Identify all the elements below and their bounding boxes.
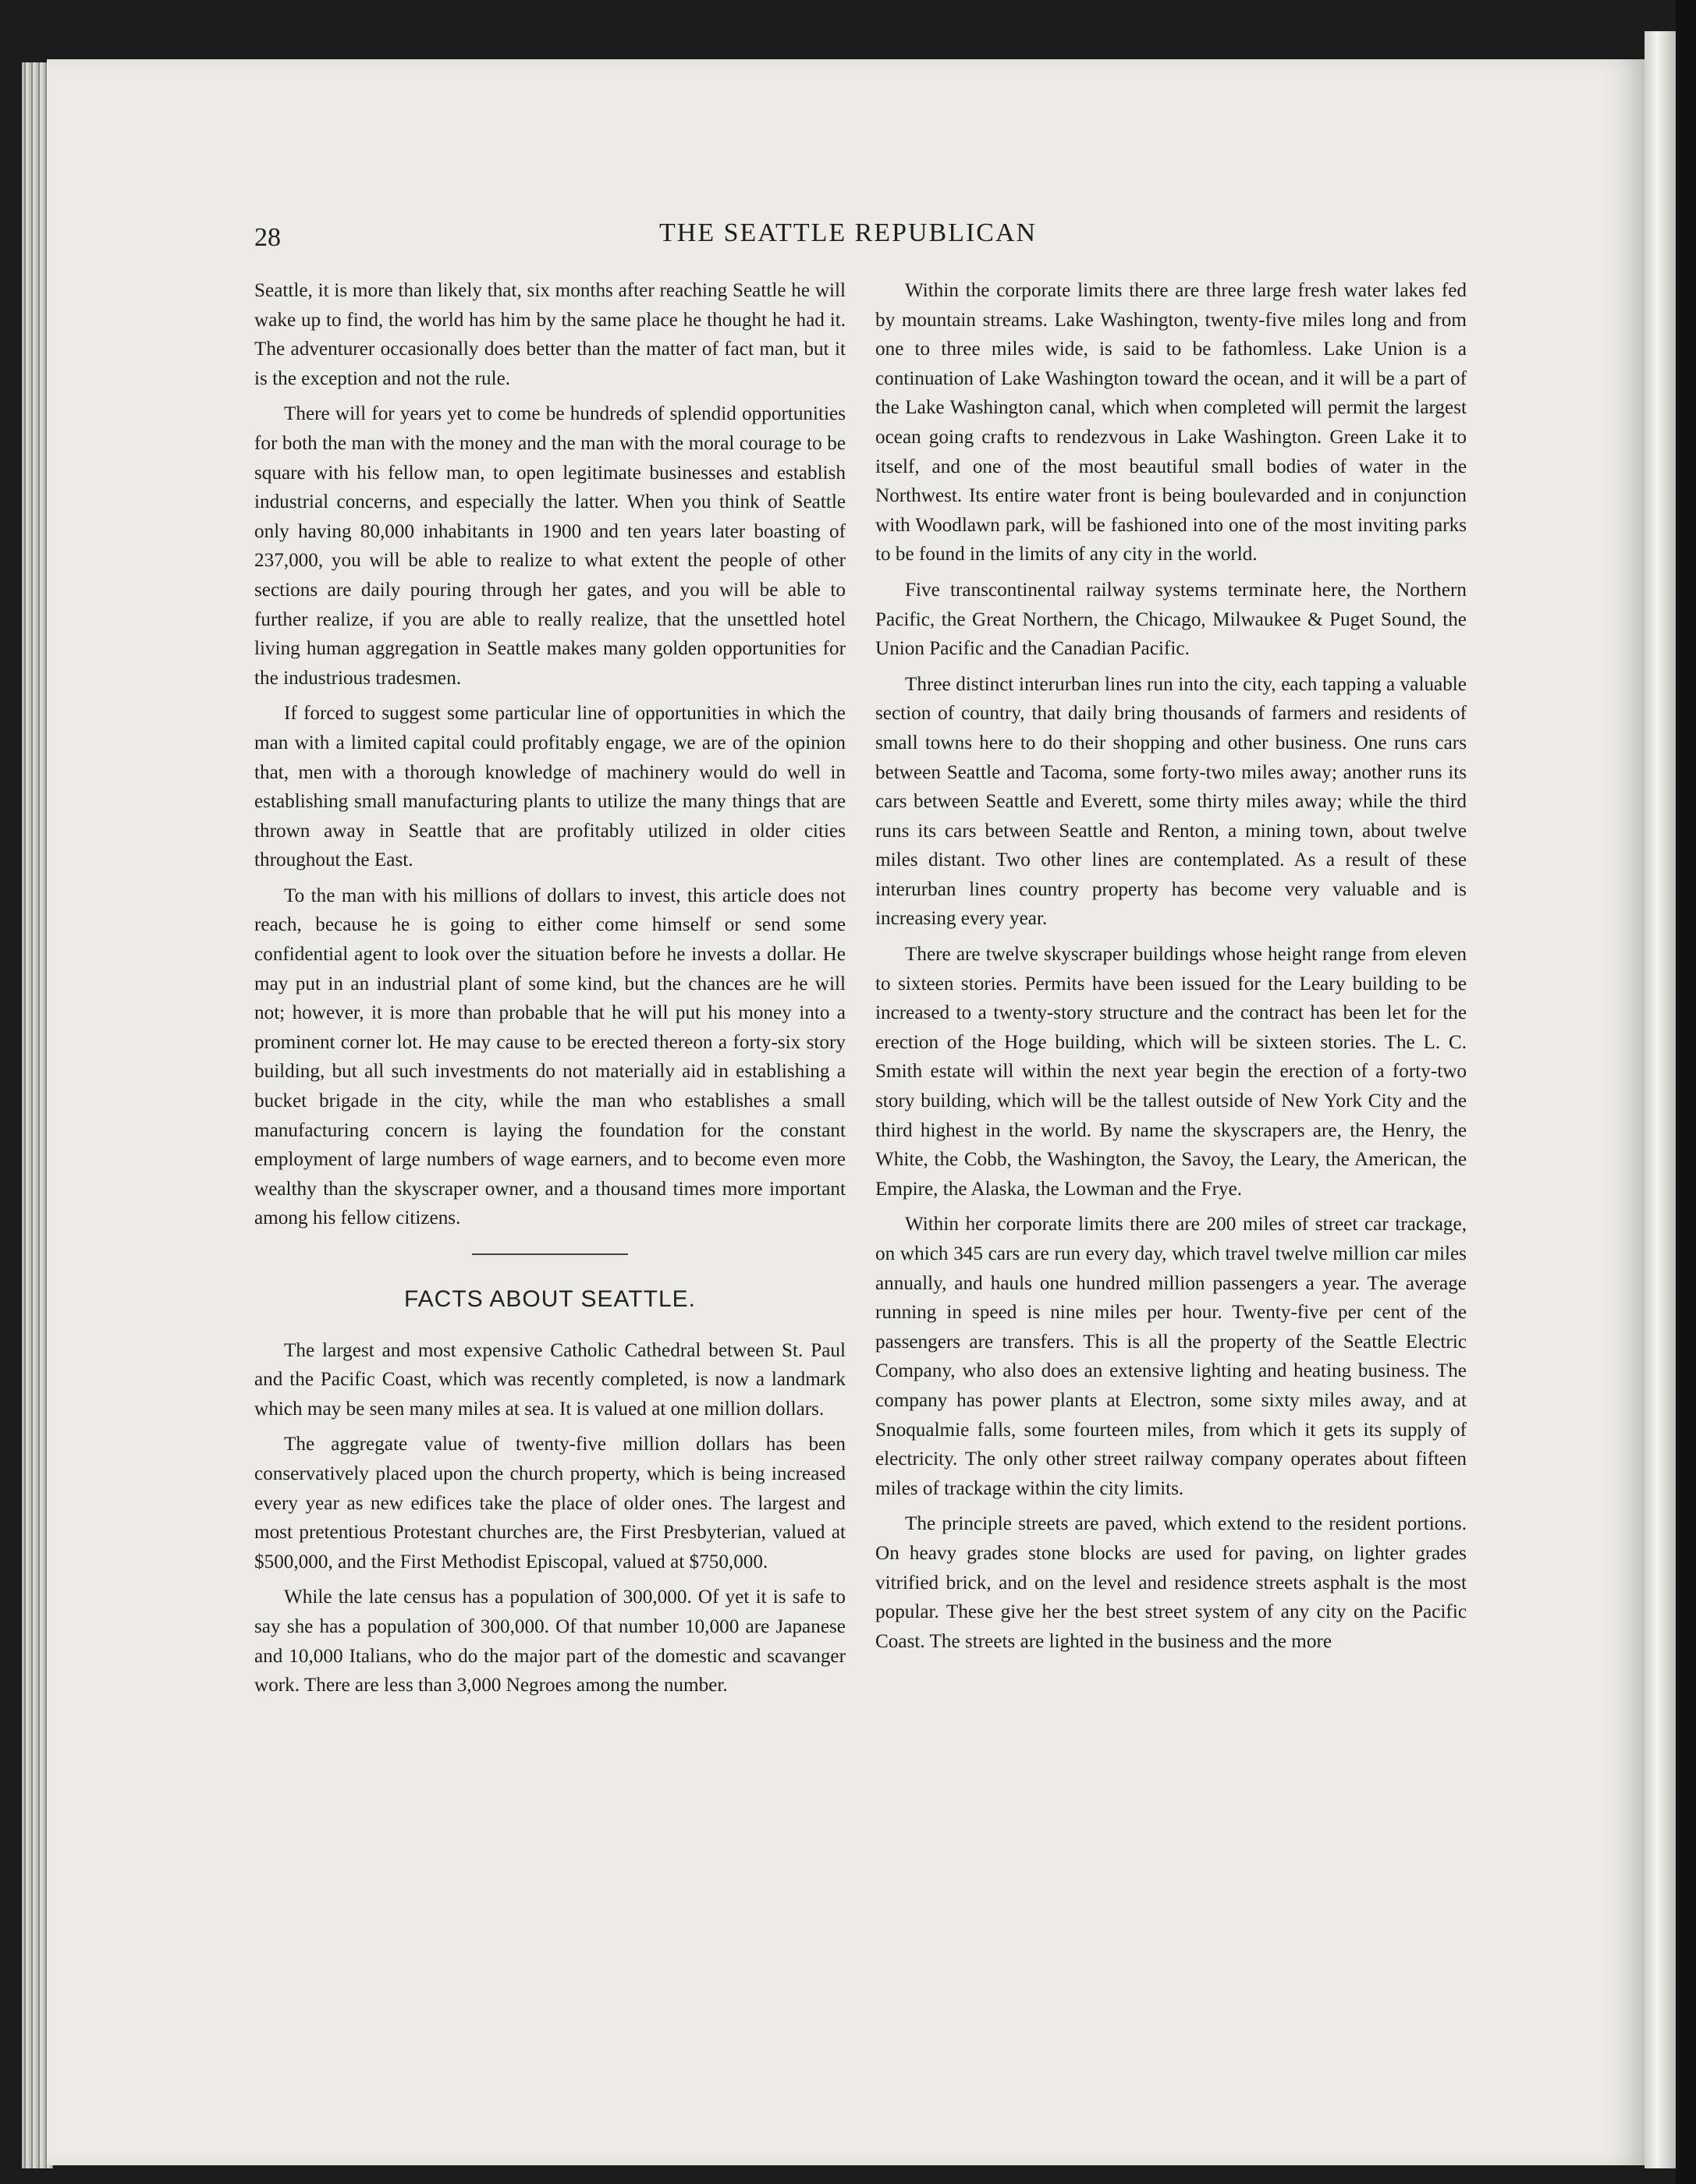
paragraph: Within the corporate limits there are three large fresh water lakes fed by mountain streams. Lake Washington, twenty-five miles long and from one to three miles wide, is said to be fathomless. Lake Union is a continuation of Lake Washington toward the ocean, and it will be a part of the Lake Washington canal, which when completed will permit the largest ocean going crafts to rendezvous in Lake Washington. Green Lake it to itself, and one of the most beautiful small bodies of water in the Northwest. Its entire water front is being boulevarded and in conjunction with Woodlawn park, will be fashioned into one of the most inviting parks to be found in the limits of any city in the world. <box>875 280 1467 566</box>
right-column <box>875 276 1467 1662</box>
section-divider <box>472 1253 628 1255</box>
paragraph: The largest and most expensive Catholic Cathedral between St. Paul and the Pacific Coast, which was recently completed, is now a landmark which may be seen many miles at sea. It is valued at one million dollars. <box>254 1339 846 1420</box>
paragraph: The principle streets are paved, which extend to the resident portions. On heavy grades stone blocks are used for paving, on lighter grades vitrified brick, and on the level and residence streets asphalt is the most popular. These give her the best street system of any city on the Pacific Coast. The streets are lighted in the business and the more <box>875 1513 1467 1652</box>
left-column <box>254 276 846 1707</box>
paragraph: To the man with his millions of dollars to invest, this article does not reach, because he is going to either come himself or send some confidential agent to look over the situation before he invests a dollar. He may put in an industrial plant of some kind, but the chances are he will not; however, it is more than probable that he will put his money into a prominent corner lot. He may cause to be erected thereon a forty-six story building, but all such investments do not materially aid in establishing a bucket brigade in the city, while the man who establishes a small manufacturing concern is laying the foundation for the constant employment of large numbers of wage earners, and to become even more wealthy than the skyscraper owner, and a thousand times more important among his fellow citizens. <box>254 885 846 1229</box>
paragraph: If forced to suggest some particular line of opportunities in which the man with a limited capital could profitably engage, we are of the opinion that, men with a thorough knowledge of machinery would do well in establishing small manufacturing plants to utilize the many things that are thrown away in Seattle that are profitably utilized in older cities throughout the East. <box>254 703 846 871</box>
paragraph: Seattle, it is more than likely that, six months after reaching Seattle he will wake up to find, the world has him by the same place he thought he had it. The adventurer occasionally does better than the matter of fact man, but it is the exception and not the rule. <box>254 280 846 389</box>
paragraph: Within her corporate limits there are 200 miles of street car trackage, on which 345 cars are run every day, which travel twelve million car miles annually, and hauls one hundred million passengers a year. The average running in speed is nine miles per hour. Twenty-five per cent of the passengers are transfers. This is all the property of the Seattle Electric Company, who also does an extensive lighting and heating business. The company has power plants at Electron, some sixty miles away, and at Snoqualmie falls, some fourteen miles, from which it gets its supply of electricity. The only other street railway company operates about fifteen miles of trackage within the city limits. <box>875 1214 1467 1499</box>
paragraph: Five transcontinental railway systems terminate here, the Northern Pacific, the Great Northern, the Chicago, Milwaukee & Puget Sound, the Union Pacific and the Canadian Pacific. <box>875 579 1467 660</box>
paragraph: There will for years yet to come be hundreds of splendid opportunities for both the man with the money and the man with the moral courage to be square with his fellow man, to open legitimate businesses and establish industrial concerns, and especially the latter. When you think of Seattle only having 80,000 inhabitants in 1900 and ten years later boasting of 237,000, you will be able to realize to what extent the people of other sections are daily pouring through her gates, and you will be able to further realize, if you are able to really realize, that the unsettled hotel living human aggregation in Seattle makes many golden opportunities for the industrious tradesmen. <box>254 403 846 689</box>
paragraph: While the late census has a population of 300,000. Of yet it is safe to say she has a population of 300,000. Of that number 10,000 are Japanese and 10,000 Italians, who do the major part of the domestic and scavanger work. There are less than 3,000 Negroes among the number. <box>254 1587 846 1696</box>
paragraph: There are twelve skyscraper buildings whose height range from eleven to sixteen stories. Permits have been issued for the Leary building to be increased to a twenty-story structure and the contract has been let for the erection of the Hoge building, which will be sixteen stories. The L. C. Smith estate will within the next year begin the erection of a forty-two story building, which will be the tallest outside of New York City and the third highest in the world. By name the skyscrapers are, the Henry, the White, the Cobb, the Washington, the Savoy, the Leary, the American, the Empire, the Alaska, the Lowman and the Frye. <box>875 944 1467 1200</box>
scan-background <box>1676 0 1696 2184</box>
facing-page-edge <box>1645 31 1676 2168</box>
paragraph: Three distinct interurban lines run into the city, each tapping a valuable section of country, that daily bring thousands of farmers and residents of small towns here to do their shopping and other business. One runs cars between Seattle and Tacoma, some forty-two miles away; another runs its cars between Seattle and Everett, some thirty miles away; while the third runs its cars between Seattle and Renton, a mining town, about twelve miles distant. Two other lines are contemplated. As a result of these interurban lines country property has become very valuable and is increasing every year. <box>875 673 1467 930</box>
paragraph: The aggregate value of twenty-five million dollars has been conservatively placed upon the church property, which is being increased every year as new edifices take the place of older ones. The largest and most pretentious Protestant churches are, the First Presbyterian, valued at $500,000, and the First Methodist Episcopal, valued at $750,000. <box>254 1434 846 1572</box>
running-head: THE SEATTLE REPUBLICAN <box>659 218 1038 247</box>
page-number: 28 <box>254 223 281 252</box>
section-title: FACTS ABOUT SEATTLE. <box>404 1286 696 1312</box>
